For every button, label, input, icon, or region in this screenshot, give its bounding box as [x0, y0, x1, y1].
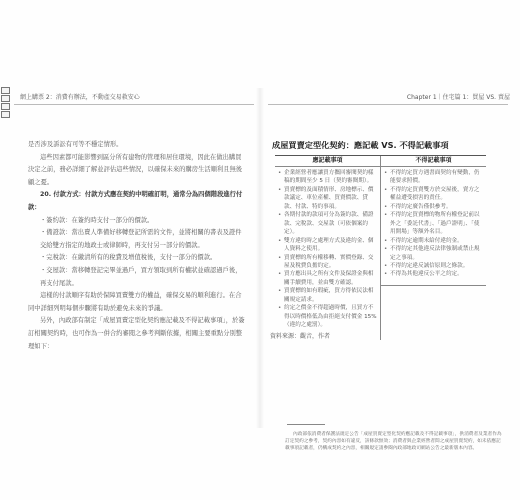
column-body [381, 167, 486, 286]
column-header: 應記載事項 [275, 156, 380, 167]
list-item: • 不得約定買賣雙方於交屋後，賣方之權益遭受損害的責任。 [384, 186, 483, 203]
required-items-column [275, 156, 380, 340]
list-item: ・簽約款：在簽約時支付一部分的價款。 [40, 216, 154, 224]
left-body-text [28, 139, 246, 353]
list-item: • 各期付款的款項可分為簽約款、備證款、完稅款、交屋款（可依個案約定）。 [278, 211, 377, 236]
list-item: • 不得約定廣告僅供參考。 [384, 203, 483, 211]
list-item: ・交屋款：當移轉登記完畢並過戶，買方領取到所有權狀並確認過戶後，再支付尾款。 [40, 266, 242, 287]
list-item: ・完稅款：在繳清所有的稅費及增值稅後，支付一部分的價款。 [40, 254, 217, 262]
comparison-table [275, 155, 486, 340]
header-rule [268, 104, 508, 105]
header-rule [14, 104, 254, 105]
paragraph: 是否涉及訴訟有可等不穩定情形。 [28, 141, 123, 148]
paragraph-heading: 20. 付款方式：付款方式應在契約中明確訂明，通常分為四個階段進行付款： [28, 191, 243, 211]
footnote: 內政部依消費者保護法規定公告「成屋買賣定型化契約應記載及不得記載事項」，供消費者及業者作為訂定契約之參考，契約內容如有違反，該條款無效；消費者與企業經營者間之成屋買賣契約，如未依應記載事項記載者，仍構成契約之內容，相關規定請參閱內政部地政司網站公告之最新版本內容。 [285, 432, 502, 451]
paragraph: 這些因素都可能影響到區分所有建物的管理和居住環境，因此在做出購買決定之前，務必詳細了解並評估這些情況，以確保未來的購房生活順利且無後顧之憂。 [28, 153, 243, 186]
footnote-rule [287, 424, 325, 425]
paragraph: 另外，內政部有制定「成屋買賣定型化契約應記載及不得記載事項」，於簽訂相關契約時，也可作為一併合約審閱之參考判斷依據，相關主要重點分別整理如下： [28, 317, 245, 350]
list-item: • 買賣標的所有權移轉、實價登錄、交屋及稅費負擔約定。 [278, 254, 377, 271]
thumb-tab [1, 87, 10, 94]
list-item: • 不得約定其他違反法律強制或禁止規定之事項。 [384, 245, 483, 262]
thumb-tab [1, 103, 10, 110]
table-source: 資料來源：觀音，作者 [270, 333, 331, 340]
list-item: • 約定之價金不得超過時價，且買方不得以時價格低為由拒絕支付價金 15%（違約之處罰）。 [278, 304, 377, 329]
column-header: 不得記載事項 [381, 156, 486, 167]
section-title: 成屋買賣定型化契約：應記載 VS. 不得記載事項 [272, 140, 449, 150]
list-item: • 買方應出具之所有文件及保證金與相關手續費用，並由雙方確認。 [278, 270, 377, 287]
list-item: • 企業經營者應讓買方攜回審閱契約樣稿的期間至少 5 日（契約審閱期）。 [278, 169, 377, 186]
thumb-tab [1, 95, 10, 102]
list-item: • 不得約定買賣標的物所有權登記前以外之「委託代書」、「過戶證明」、「使用開場」等額外名目。 [384, 211, 483, 236]
running-header-right: Chapter 1｜住宅篇 1：買屋 VS. 賣屋 [406, 94, 510, 101]
running-header-left: 網上購票 2：消費有辦法，不動產交易救安心 [20, 94, 140, 101]
prohibited-items-column [380, 156, 486, 340]
list-item: • 買賣標的及面積情形、房地標示、價款議定、車位產權、買賣價款、貸款、付款、特約事項。 [278, 186, 377, 211]
book-gutter [256, 88, 264, 428]
list-item: • 不得約定違反誠信原則之條款。 [384, 262, 483, 270]
list-item: • 不得約定買方遇書面契約有變動，仍能要求照價。 [384, 169, 483, 186]
list-item: • 不得約定逾期未給付違約金。 [384, 237, 483, 245]
list-item: • 不得為其他違反公平之約定。 [384, 270, 483, 278]
list-item: • 買賣標的如有瑕疵，買方得依民法相關規定請求。 [278, 287, 377, 304]
list-item: • 雙方違約時之處理方式及違約金、個人資料之使用。 [278, 237, 377, 254]
column-body [275, 167, 380, 340]
list-item: ・備證款：當出賣人準備好移轉登記所需的文件，並將相關的書表及證件交給雙方指定的地政士或律師時，再支付另一部分的價款。 [40, 229, 242, 249]
thumb-tab [1, 111, 10, 118]
paragraph: 這樣的付款順序有助於保障買賣雙方的權益，確保交易的順利進行。在合同中詳細列明每個步驟將有助於避免未來的爭議。 [28, 292, 242, 312]
